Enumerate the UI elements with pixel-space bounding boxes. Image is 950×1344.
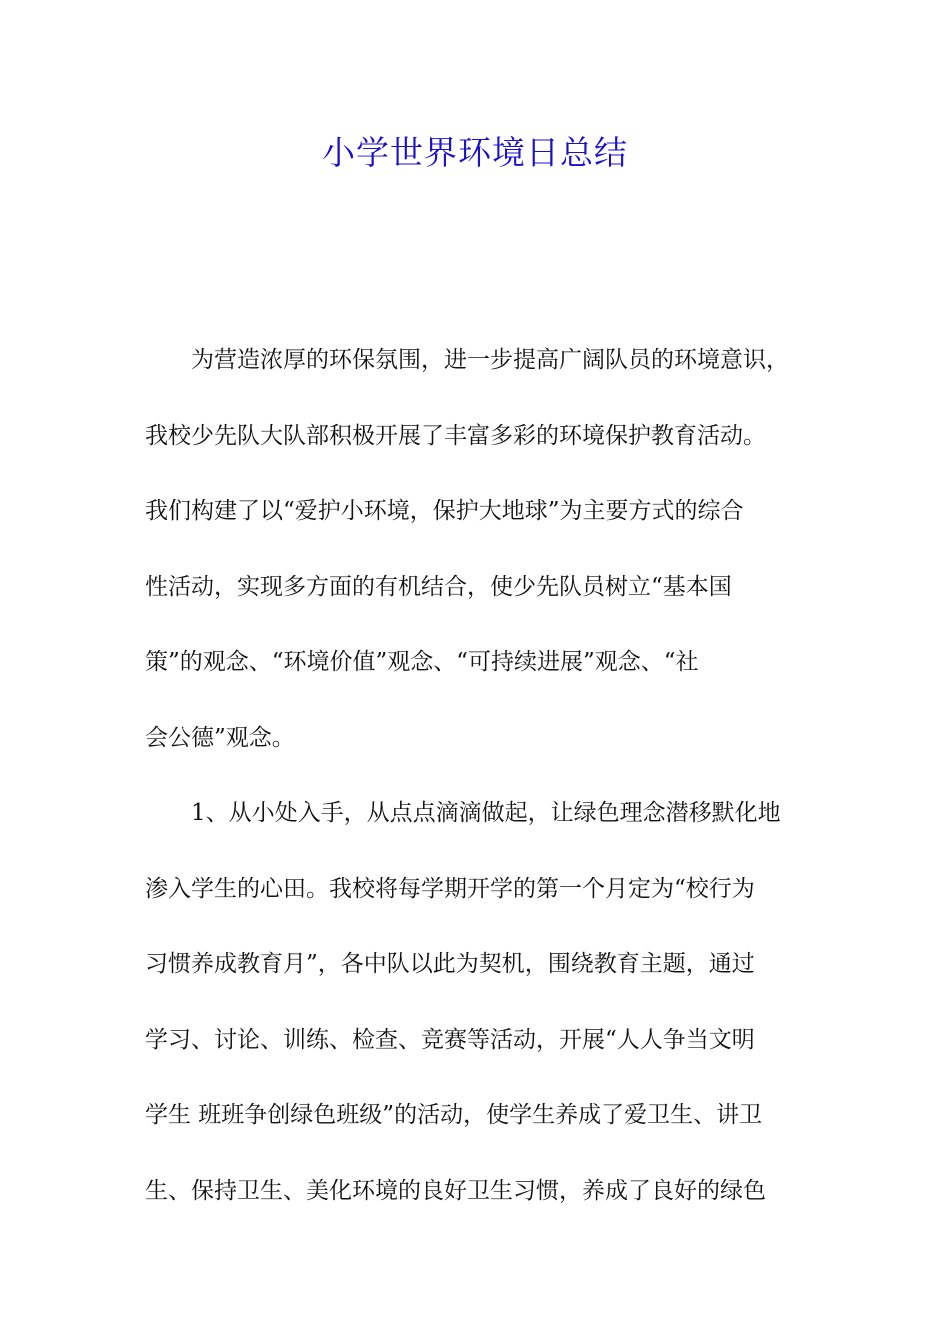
text-line: 生、保持卫生、美化环境的良好卫生习惯，养成了良好的绿色 — [145, 1177, 766, 1204]
text-line: 学生 班班争创绿色班级”的活动，使学生养成了爱卫生、讲卫 — [145, 1102, 763, 1128]
text-line: 策”的观念、“环境价值”观念、“可持续进展”观念、“社 — [145, 649, 699, 675]
text-line: 习惯养成教育月”，各中队以此为契机，围绕教育主题，通过 — [145, 951, 755, 977]
text-line: 会公德”观念。 — [145, 724, 295, 751]
text-line: 渗入学生的心田。我校将每学期开学的第一个月定为“校行为 — [145, 875, 755, 902]
text-line: 学习、讨论、训练、检查、竞赛等活动，开展“人人争当文明 — [145, 1026, 755, 1053]
text-line: 性活动，实现多方面的有机结合，使少先队员树立“基本国 — [145, 573, 732, 600]
page-title: 小学世界环境日总结 — [322, 133, 628, 172]
text-line: 我们构建了以“爱护小环境，保护大地球”为主要方式的综合 — [145, 498, 744, 524]
text-line: 我校少先队大队部积极开展了丰富多彩的环境保护教育活动。 — [145, 422, 766, 449]
text-line: 为营造浓厚的环保氛围，进一步提高广阔队员的环境意识， — [191, 347, 789, 373]
text-line: 1、从小处入手，从点点滴滴做起，让绿色理念潜移默化地 — [191, 800, 781, 826]
document-body — [145, 336, 815, 1242]
